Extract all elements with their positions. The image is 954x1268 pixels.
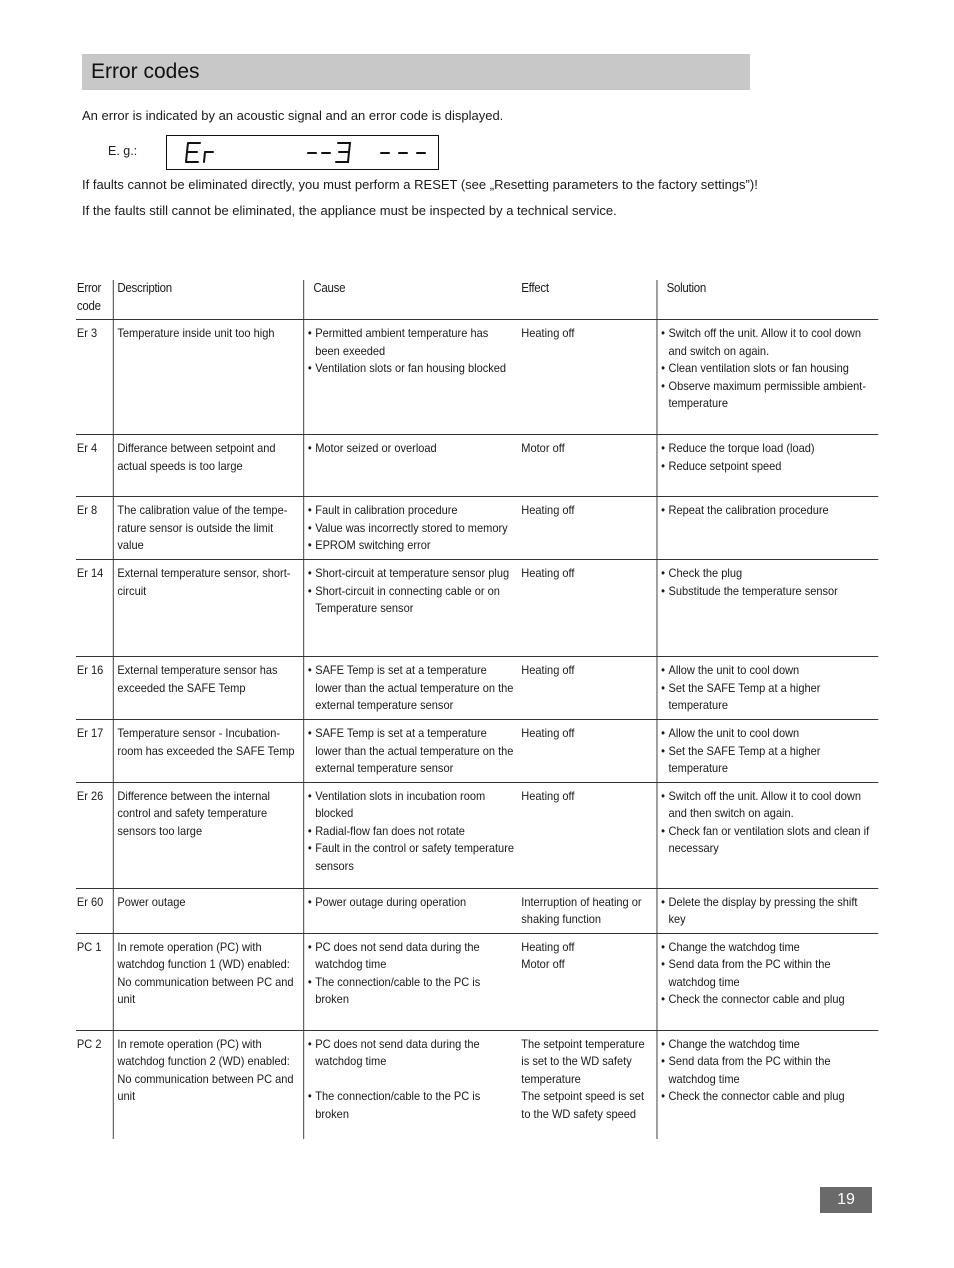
effect-text: Motor off <box>521 957 565 971</box>
example-label: E. g.: <box>108 144 138 158</box>
list-item: • Radial-flow fan does not rotate <box>308 823 516 841</box>
description-cell <box>113 1031 303 1139</box>
list-item: • Check the connector cable and plug <box>661 1088 876 1106</box>
list-item: • Change the watchdog time <box>661 939 876 957</box>
error-code-cell: Er 16 <box>76 663 104 677</box>
title-bar <box>82 54 750 90</box>
description-cell <box>113 497 303 559</box>
solution-cell <box>657 497 879 559</box>
error-code-cell: Er 8 <box>76 503 98 517</box>
list-item: • EPROM switching error <box>308 537 516 555</box>
solution-cell <box>657 1031 879 1139</box>
effect-text: Motor off <box>521 441 565 455</box>
cause-cell <box>303 497 517 559</box>
list-item: • Repeat the calibration procedure <box>661 502 876 520</box>
description-text: External temperature sensor has exceeded the SAFE Temp <box>117 663 278 695</box>
cause-cell <box>303 889 517 933</box>
effect-text: The setpoint temperature is set to the WD safety temperature <box>521 1036 645 1086</box>
page-number: 19 <box>820 1187 872 1213</box>
error-code-cell: Er 26 <box>76 788 104 803</box>
table-row <box>76 560 878 657</box>
cause-cell <box>303 783 517 888</box>
description-text: In remote operation (PC) with watchdog function 2 (WD) enabled: No communication between PC and unit <box>117 1036 294 1103</box>
table-row <box>76 934 878 1031</box>
description-cell <box>113 889 303 933</box>
solution-cell <box>657 720 879 782</box>
description-cell <box>113 560 303 656</box>
effect-cell <box>518 720 657 782</box>
effect-cell <box>518 497 657 559</box>
error-code-cell: PC 1 <box>76 939 102 954</box>
effect-cell <box>518 560 657 656</box>
list-item: • SAFE Temp is set at a temperature lower than the actual temperature on the external temperature sensor <box>308 725 516 778</box>
page-title: Error codes <box>91 60 200 83</box>
list-item: • Ventilation slots in incubation room blocked <box>308 788 516 823</box>
list-item: • Delete the display by pressing the shift key <box>661 894 876 929</box>
description-cell <box>113 934 303 1030</box>
description-text: Temperature sensor - Incubation-room has exceeded the SAFE Temp <box>117 726 295 758</box>
list-item: • Allow the unit to cool down <box>661 662 876 680</box>
list-item: • Fault in the control or safety temperature sensors <box>308 840 516 875</box>
service-note: If the faults still cannot be eliminated, the appliance must be inspected by a technical service. <box>82 203 617 218</box>
description-text: Differance between setpoint and actual speeds is too large <box>117 441 276 473</box>
list-item: • Clean ventilation slots or fan housing <box>661 360 876 378</box>
segment-E <box>186 143 200 162</box>
error-code-cell: Er 60 <box>76 894 104 909</box>
effect-cell <box>518 657 657 719</box>
error-codes-table <box>76 280 870 1139</box>
solution-cell <box>657 889 879 933</box>
error-code-cell: Er 3 <box>76 326 98 340</box>
list-item: • Check fan or ventilation slots and clean if necessary <box>661 823 876 858</box>
description-text: Temperature inside unit too high <box>117 326 275 340</box>
cause-cell <box>303 435 517 496</box>
list-item: • Value was incorrectly stored to memory <box>308 520 516 538</box>
list-item: • Reduce setpoint speed <box>661 458 876 476</box>
list-item: • Observe maximum permissible ambient-temperature <box>661 378 876 413</box>
intro-text: An error is indicated by an acoustic signal and an error code is displayed. <box>82 108 504 123</box>
cause-cell <box>303 720 517 782</box>
list-item: • Motor seized or overload <box>308 440 516 458</box>
list-item: • PC does not send data during the watchdog time <box>308 1036 516 1071</box>
solution-cell <box>657 657 879 719</box>
table-row <box>76 320 878 435</box>
list-item: • Permitted ambient temperature has been exeeded <box>308 325 516 360</box>
description-text: External temperature sensor, short-circuit <box>117 566 291 598</box>
list-item: • Send data from the PC within the watchdog time <box>661 956 876 991</box>
cause-cell <box>303 657 517 719</box>
segment-r <box>204 152 213 162</box>
segment-3 <box>336 143 350 162</box>
list-item: • Short-circuit at temperature sensor plug <box>308 565 516 583</box>
list-item: • Send data from the PC within the watchdog time <box>661 1053 876 1088</box>
effect-text: Heating off <box>521 663 575 677</box>
list-item: • Check the connector cable and plug <box>661 991 876 1009</box>
effect-text: Heating off <box>521 503 575 517</box>
effect-cell <box>518 435 657 496</box>
description-text: The calibration value of the tempe-rature sensor is outside the limit value <box>117 503 288 552</box>
table-row <box>76 783 878 889</box>
effect-text: Heating off <box>521 566 575 580</box>
effect-text: Heating off <box>521 726 575 740</box>
table-row <box>76 720 878 783</box>
list-item: • PC does not send data during the watchdog time <box>308 939 516 974</box>
list-item: • Reduce the torque load (load) <box>661 440 876 458</box>
list-item: • Power outage during operation <box>308 894 516 912</box>
effect-cell <box>518 1031 657 1139</box>
effect-text: Interruption of heating or shaking function <box>521 894 642 926</box>
list-item: • Check the plug <box>661 565 876 583</box>
cause-cell <box>303 560 517 656</box>
list-item: • Set the SAFE Temp at a higher temperature <box>661 743 876 778</box>
description-text: In remote operation (PC) with watchdog function 1 (WD) enabled: No communication between PC and unit <box>117 939 294 1006</box>
list-item: • Short-circuit in connecting cable or on Temperature sensor <box>308 583 516 618</box>
solution-cell <box>657 435 879 496</box>
header-description: Description <box>113 280 303 319</box>
error-code-cell: Er 14 <box>76 566 104 580</box>
header-cause: Cause <box>303 280 517 319</box>
effect-cell <box>518 934 657 1030</box>
header-error-code: Error code <box>76 281 102 313</box>
cause-cell <box>303 1031 517 1139</box>
table-row <box>76 435 878 497</box>
solution-cell <box>657 560 879 656</box>
solution-cell <box>657 783 879 888</box>
table-row <box>76 889 878 934</box>
header-solution: Solution <box>657 280 879 319</box>
reset-note: If faults cannot be eliminated directly, you must perform a RESET (see „Resetting parameters to the factory settings”)! <box>82 177 758 192</box>
list-item: • Ventilation slots or fan housing blocked <box>308 360 516 378</box>
description-cell <box>113 657 303 719</box>
effect-cell <box>518 783 657 888</box>
effect-text: The setpoint speed is set to the WD safety speed <box>521 1089 645 1121</box>
table-row <box>76 497 878 560</box>
effect-cell <box>518 889 657 933</box>
list-item: • The connection/cable to the PC is broken <box>308 1088 516 1123</box>
header-effect: Effect <box>521 281 549 295</box>
description-text: Power outage <box>117 894 186 909</box>
seven-segment-display <box>167 136 437 168</box>
list-item: • Fault in calibration procedure <box>308 502 516 520</box>
list-item: • The connection/cable to the PC is broken <box>308 974 516 1009</box>
list-item: • Set the SAFE Temp at a higher temperature <box>661 680 876 715</box>
list-item: • SAFE Temp is set at a temperature lower than the actual temperature on the external temperature sensor <box>308 662 516 715</box>
effect-text: Heating off <box>521 788 575 803</box>
cause-cell <box>303 320 517 434</box>
effect-text: Heating off <box>521 326 575 340</box>
cause-cell <box>303 934 517 1030</box>
description-text: Difference between the internal control and safety temperature sensors too large <box>117 788 271 838</box>
table-row <box>76 657 878 720</box>
error-code-cell: Er 17 <box>76 726 104 740</box>
effect-cell <box>518 320 657 434</box>
list-item: • Change the watchdog time <box>661 1036 876 1054</box>
list-item: • Switch off the unit. Allow it to cool down and switch on again. <box>661 325 876 360</box>
solution-cell <box>657 320 879 434</box>
error-code-cell: Er 4 <box>76 441 98 455</box>
description-cell <box>113 720 303 782</box>
table-header-row <box>76 280 878 320</box>
description-cell <box>113 435 303 496</box>
table-row <box>76 1031 878 1139</box>
description-cell <box>113 783 303 888</box>
solution-cell <box>657 934 879 1030</box>
list-item: • Switch off the unit. Allow it to cool down and then switch on again. <box>661 788 876 823</box>
description-cell <box>113 320 303 434</box>
effect-text: Heating off <box>521 939 575 954</box>
error-code-cell: PC 2 <box>76 1036 102 1051</box>
list-item: • Substitude the temperature sensor <box>661 583 876 601</box>
list-item: • Allow the unit to cool down <box>661 725 876 743</box>
error-display-example <box>166 135 439 170</box>
